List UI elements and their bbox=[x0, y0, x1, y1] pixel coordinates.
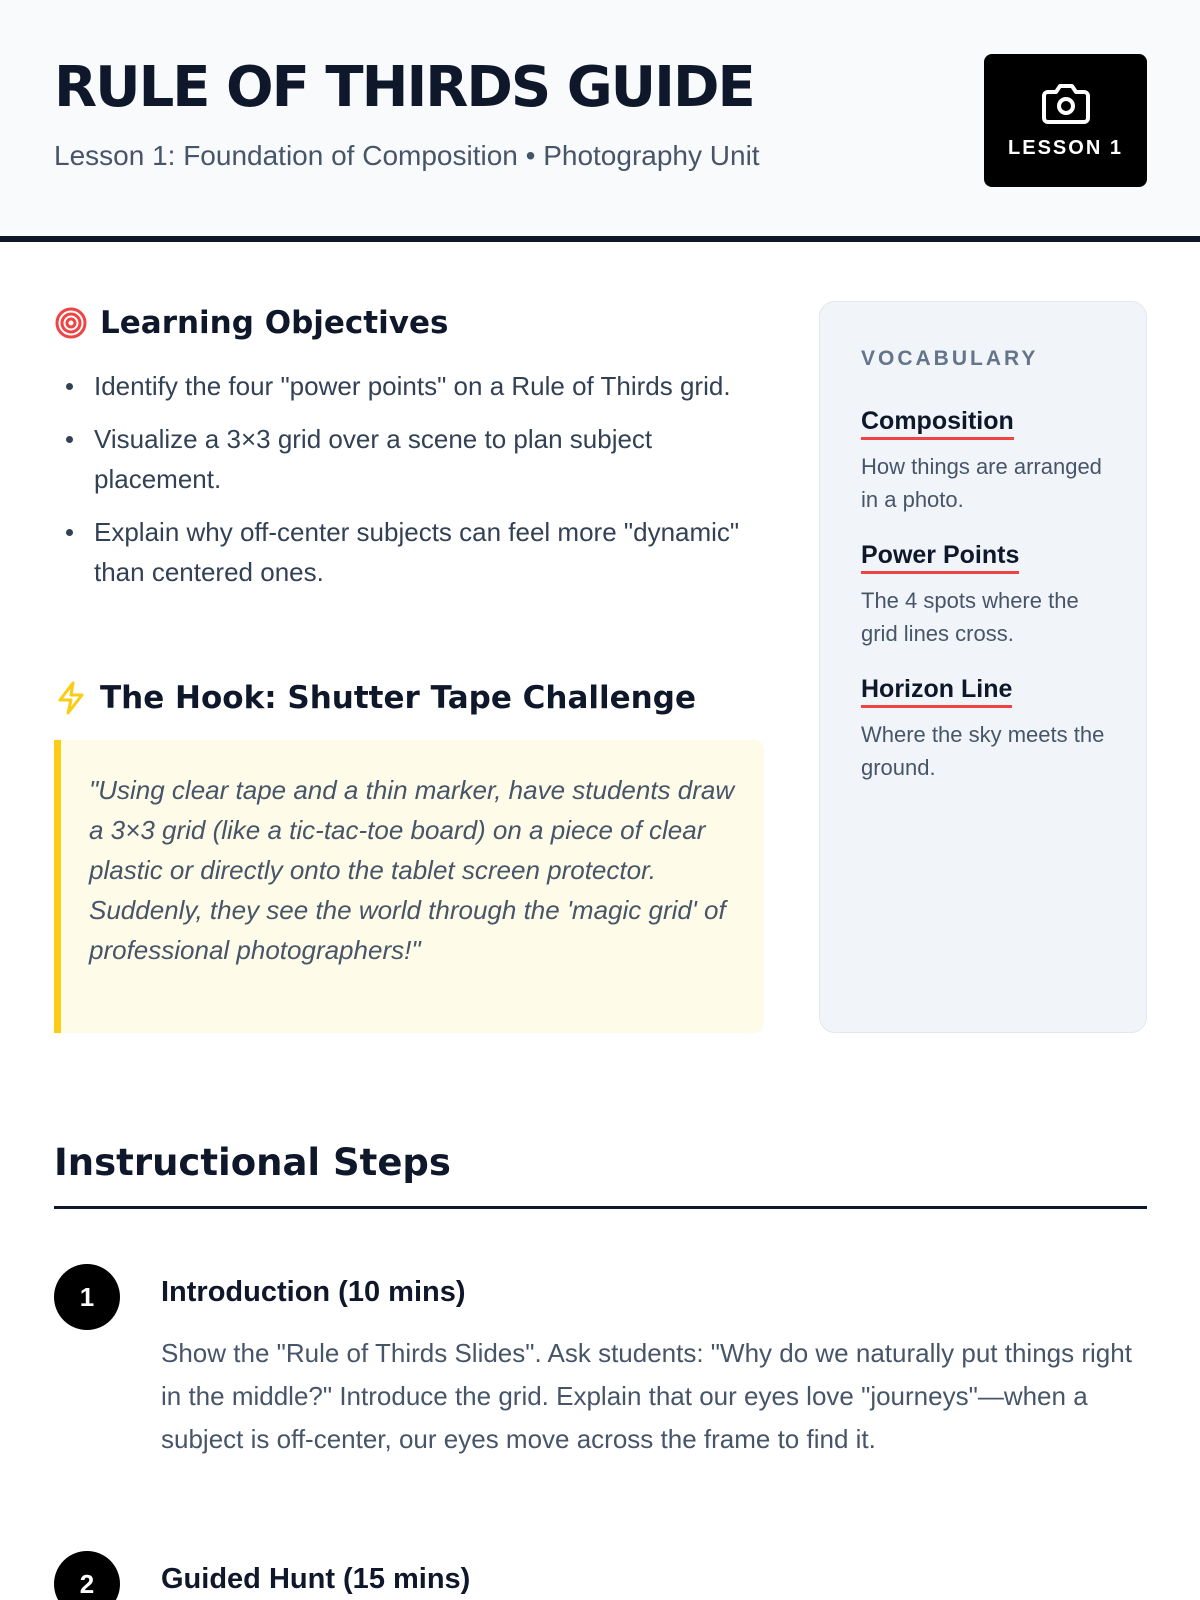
vocabulary-title: VOCABULARY bbox=[861, 347, 1039, 370]
hook-quote-box bbox=[54, 740, 764, 1033]
vocabulary-panel bbox=[819, 301, 1147, 1033]
lightning-icon bbox=[54, 681, 88, 715]
vocab-item bbox=[861, 406, 1146, 516]
steps-title: Instructional Steps bbox=[54, 1141, 451, 1184]
vocab-definition: The 4 spots where the grid lines cross. bbox=[861, 588, 1079, 646]
page-title: RULE OF THIRDS GUIDE bbox=[54, 55, 754, 120]
lesson-badge bbox=[984, 54, 1147, 187]
hook-heading-text: The Hook: Shutter Tape Challenge bbox=[100, 680, 696, 716]
objectives-heading bbox=[54, 303, 448, 343]
step-description: Show the "Rule of Thirds Slides". Ask students: "Why do we naturally put things right in the middle?" Introduce the grid. Explain that our eyes love "journeys"—when a subject is off-center, our eyes move across the frame to find it. bbox=[161, 1338, 1132, 1454]
objectives-heading-text: Learning Objectives bbox=[100, 305, 449, 341]
vocab-term: Power Points bbox=[861, 540, 1019, 574]
list-item: Explain why off-center subjects can feel more "dynamic" than centered ones. bbox=[54, 512, 754, 592]
lesson-header bbox=[0, 0, 1200, 242]
vocab-item bbox=[861, 540, 1146, 650]
vocab-definition: How things are arranged in a photo. bbox=[861, 454, 1102, 512]
vocab-item bbox=[861, 674, 1146, 784]
vocab-definition: Where the sky meets the ground. bbox=[861, 722, 1105, 780]
target-icon bbox=[54, 306, 88, 340]
step-number: 2 bbox=[54, 1551, 120, 1600]
page-subtitle: Lesson 1: Foundation of Composition • Photography Unit bbox=[54, 140, 760, 171]
badge-label: LESSON 1 bbox=[1008, 137, 1123, 159]
list-item: Visualize a 3×3 grid over a scene to plan subject placement. bbox=[54, 419, 754, 499]
camera-icon bbox=[1040, 82, 1092, 126]
objectives-list bbox=[54, 366, 754, 605]
step-title: Guided Hunt (15 mins) bbox=[161, 1563, 471, 1595]
list-item: Identify the four "power points" on a Rule of Thirds grid. bbox=[54, 366, 754, 406]
hook-heading bbox=[54, 678, 696, 718]
steps-divider bbox=[54, 1206, 1147, 1209]
vocab-term: Horizon Line bbox=[861, 674, 1012, 708]
step-number: 1 bbox=[54, 1264, 120, 1330]
vocab-term: Composition bbox=[861, 406, 1014, 440]
step-title: Introduction (10 mins) bbox=[161, 1276, 466, 1308]
hook-quote: "Using clear tape and a thin marker, have students draw a 3×3 grid (like a tic-tac-toe board) on a piece of clear plastic or directly onto the tablet screen protector. Suddenly, they see the world through the 'magic grid' of professional photographers!" bbox=[89, 775, 735, 965]
